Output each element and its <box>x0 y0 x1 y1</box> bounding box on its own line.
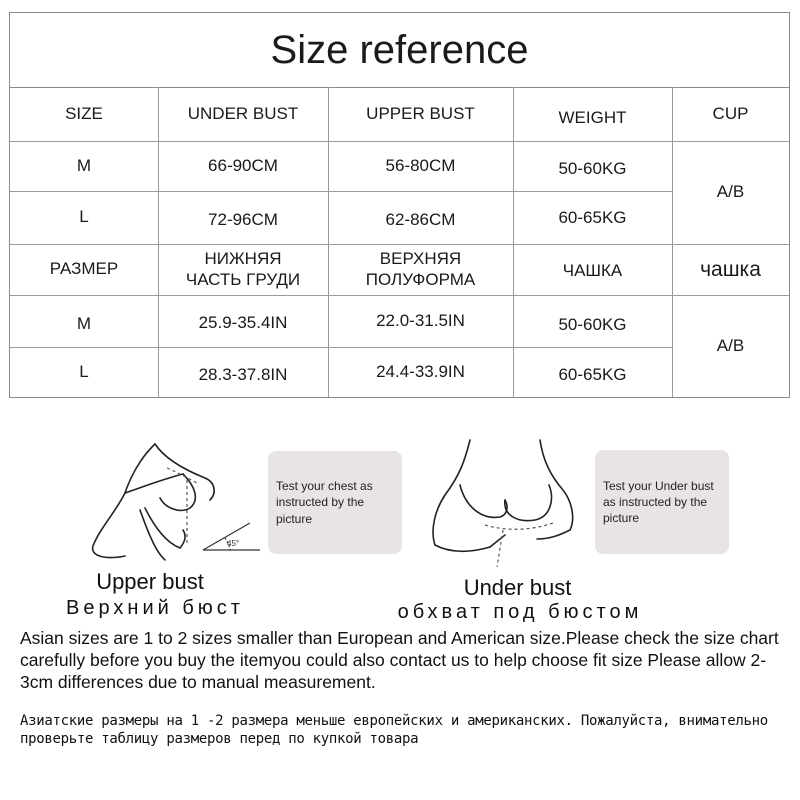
info-text-ru: Азиатские размеры на 1 -2 размера меньше европейских и американских. Пожалуйста, внимательно проверьте таблицу размеров перед по купкой товара <box>20 713 768 747</box>
header-weight: WEIGHT <box>558 107 627 127</box>
row-l-under-bust: 72-96CM <box>208 210 278 230</box>
under-bust-note: Test your Under bust as instructed by the picture <box>595 450 729 554</box>
cup-in: A/B <box>716 335 745 355</box>
row-in-l-under-bust: 28.3-37.8IN <box>198 364 288 384</box>
row-in-l-weight: 60-65KG <box>558 364 627 384</box>
header-ru-size: РАЗМЕР <box>49 259 119 279</box>
header-size: SIZE <box>65 103 103 123</box>
info-text-en: Asian sizes are 1 to 2 sizes smaller than European and American size.Please check the size chart carefully before you buy the itemyou could also contact us to help choose fit size Please allow 2-3cm differences due to manual measurement. <box>20 628 779 692</box>
cup-cm: A/B <box>716 182 745 202</box>
row-in-l-size: L <box>79 361 89 381</box>
header-ru-upper-line1: ВЕРХНЯЯ <box>379 249 462 269</box>
header-ru-under-bust <box>158 244 328 295</box>
upper-bust-note: Test your chest as instructed by the picture <box>268 451 402 554</box>
size-table <box>9 12 790 398</box>
row-m-under-bust: 66-90CM <box>208 155 278 175</box>
header-ru-under-line1: НИЖНЯЯ <box>204 249 282 269</box>
angle-label: 45° <box>227 539 240 548</box>
row-in-m-upper-bust: 22.0-31.5IN <box>376 310 465 330</box>
row-in-m-size: M <box>76 313 92 333</box>
row-l-weight: 60-65KG <box>558 208 627 228</box>
row-m-upper-bust: 56-80CM <box>385 155 456 175</box>
row-l-upper-bust: 62-86CM <box>385 210 456 230</box>
header-ru-upper-bust <box>328 244 513 295</box>
upper-bust-illustration <box>85 438 265 568</box>
row-in-m-under-bust: 25.9-35.4IN <box>198 312 288 332</box>
upper-bust-caption-ru: Верхний бюст <box>66 597 244 619</box>
under-bust-caption-ru: обхват под бюстом <box>397 601 643 623</box>
row-l-size: L <box>79 207 89 227</box>
under-bust-caption: Under bust <box>463 575 572 600</box>
header-under-bust: UNDER BUST <box>187 103 299 123</box>
row-m-weight: 50-60KG <box>558 158 627 178</box>
upper-bust-caption: Upper bust <box>96 569 204 594</box>
header-ru-under-line2: ЧАСТЬ ГРУДИ <box>185 269 301 289</box>
table-title: Size reference <box>10 13 789 88</box>
header-upper-bust: UPPER BUST <box>366 103 475 123</box>
header-ru-cup: чашка <box>700 257 761 281</box>
row-m-size: M <box>76 155 92 175</box>
header-ru-upper-line2: ПОЛУФОРМА <box>365 269 476 289</box>
under-bust-illustration <box>425 435 585 570</box>
row-in-l-upper-bust: 24.4-33.9IN <box>376 361 465 381</box>
header-ru-weight: ЧАШКА <box>562 261 623 281</box>
header-cup: CUP <box>712 103 749 123</box>
row-in-m-weight: 50-60KG <box>558 314 627 334</box>
